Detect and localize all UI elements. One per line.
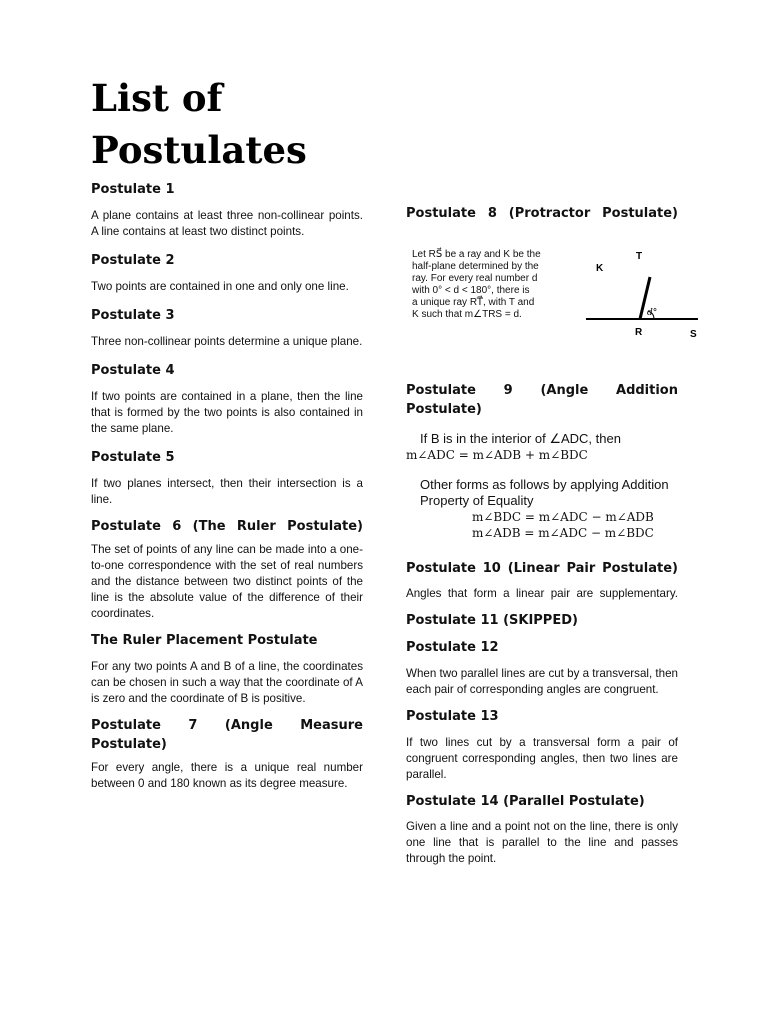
ruler-placement-heading: The Ruler Placement Postulate [91, 633, 318, 648]
postulate-12-heading: Postulate 12 [406, 640, 499, 655]
fig9-line: Property of Equality [420, 493, 534, 508]
caption-line: K such that m∠TRS = d. [412, 309, 522, 320]
caption-line: half-plane determined by the [412, 261, 539, 272]
fig9-equation: m∠BDC = m∠ADC − m∠ADB [472, 510, 654, 524]
postulate-10-text: Angles that form a linear pair are supplementary. [406, 587, 678, 600]
caption-line: a unique ray RT⃗, with T and [412, 297, 535, 308]
postulate-4-text: If two points are contained in a plane, then the line that is formed by the two points is also contained in the same plane. [91, 390, 363, 435]
fig9-equation: m∠ADB = m∠ADC − m∠BDC [472, 526, 654, 540]
left-column [91, 180, 363, 792]
postulate-14-heading: Postulate 14 (Parallel Postulate) [406, 794, 645, 809]
postulate-4-heading: Postulate 4 [91, 363, 175, 378]
postulate-3-heading: Postulate 3 [91, 308, 175, 323]
postulate-5-heading: Postulate 5 [91, 450, 175, 465]
fig9-line: Other forms as follows by applying Addition [420, 477, 669, 492]
postulate-1-text: A plane contains at least three non-collinear points. A line contains at least two distinct points. [91, 209, 363, 238]
label-r: R [635, 327, 643, 338]
postulate-10-heading: Postulate 10 (Linear Pair Postulate) [406, 561, 678, 576]
postulate-6-heading: Postulate 6 (The Ruler Postulate) [91, 519, 363, 534]
label-s: S [690, 329, 697, 340]
ruler-placement-text: For any two points A and B of a line, the coordinates can be chosen in such a way that the coordinate of A is zero and the coordinate of B is positive. [91, 660, 363, 705]
title-line-1: List of [91, 76, 223, 120]
postulate-7-text: For every angle, there is a unique real number between 0 and 180 known as its degree measure. [91, 761, 363, 790]
postulate-12-text: When two parallel lines are cut by a transversal, then each pair of corresponding angles are congruent. [406, 667, 678, 696]
postulate-13-text: If two lines cut by a transversal form a pair of congruent corresponding angles, then two lines are parallel. [406, 736, 678, 781]
title-line-2: Postulates [91, 128, 307, 172]
postulate-6-text: The set of points of any line can be made into a one-to-one correspondence with the set of real numbers and the distance between two distinct points of the line is the absolute value of the difference of their coordinates. [91, 543, 363, 620]
fig9-equation: m∠ADC = m∠ADB + m∠BDC [406, 448, 588, 462]
postulate-8-heading: Postulate 8 (Protractor Postulate) [406, 206, 678, 221]
page-title [91, 72, 307, 176]
postulate-7-heading: Postulate 7 (Angle Measure Postulate) [91, 718, 363, 752]
postulate-1-heading: Postulate 1 [91, 182, 175, 197]
postulate-2-text: Two points are contained in one and only one line. [91, 280, 349, 293]
ray-diagram [406, 241, 718, 341]
postulate-13-heading: Postulate 13 [406, 709, 499, 724]
postulate-14-text: Given a line and a point not on the line, there is only one line that is parallel to the line and passes through the point. [406, 820, 678, 865]
right-column [406, 204, 697, 867]
label-d: d° [647, 308, 658, 318]
caption-line: Let RS⃗ be a ray and K be the [412, 249, 541, 260]
fig9-line: If B is in the interior of ∠ADC, then [420, 431, 621, 446]
angle-addition-figure [406, 431, 726, 541]
postulate-5-text: If two planes intersect, then their intersection is a line. [91, 477, 363, 506]
postulate-3-text: Three non-collinear points determine a unique plane. [91, 335, 363, 348]
postulate-11-heading: Postulate 11 (SKIPPED) [406, 613, 578, 628]
postulate-9-heading: Postulate 9 (Angle Addition Postulate) [406, 383, 678, 417]
label-k: K [596, 263, 604, 274]
protractor-figure [406, 241, 718, 341]
label-t: T [636, 251, 643, 262]
caption-line: with 0° < d < 180°, there is [412, 285, 530, 296]
postulate-2-heading: Postulate 2 [91, 253, 175, 268]
caption-line: ray. For every real number d [412, 273, 538, 284]
